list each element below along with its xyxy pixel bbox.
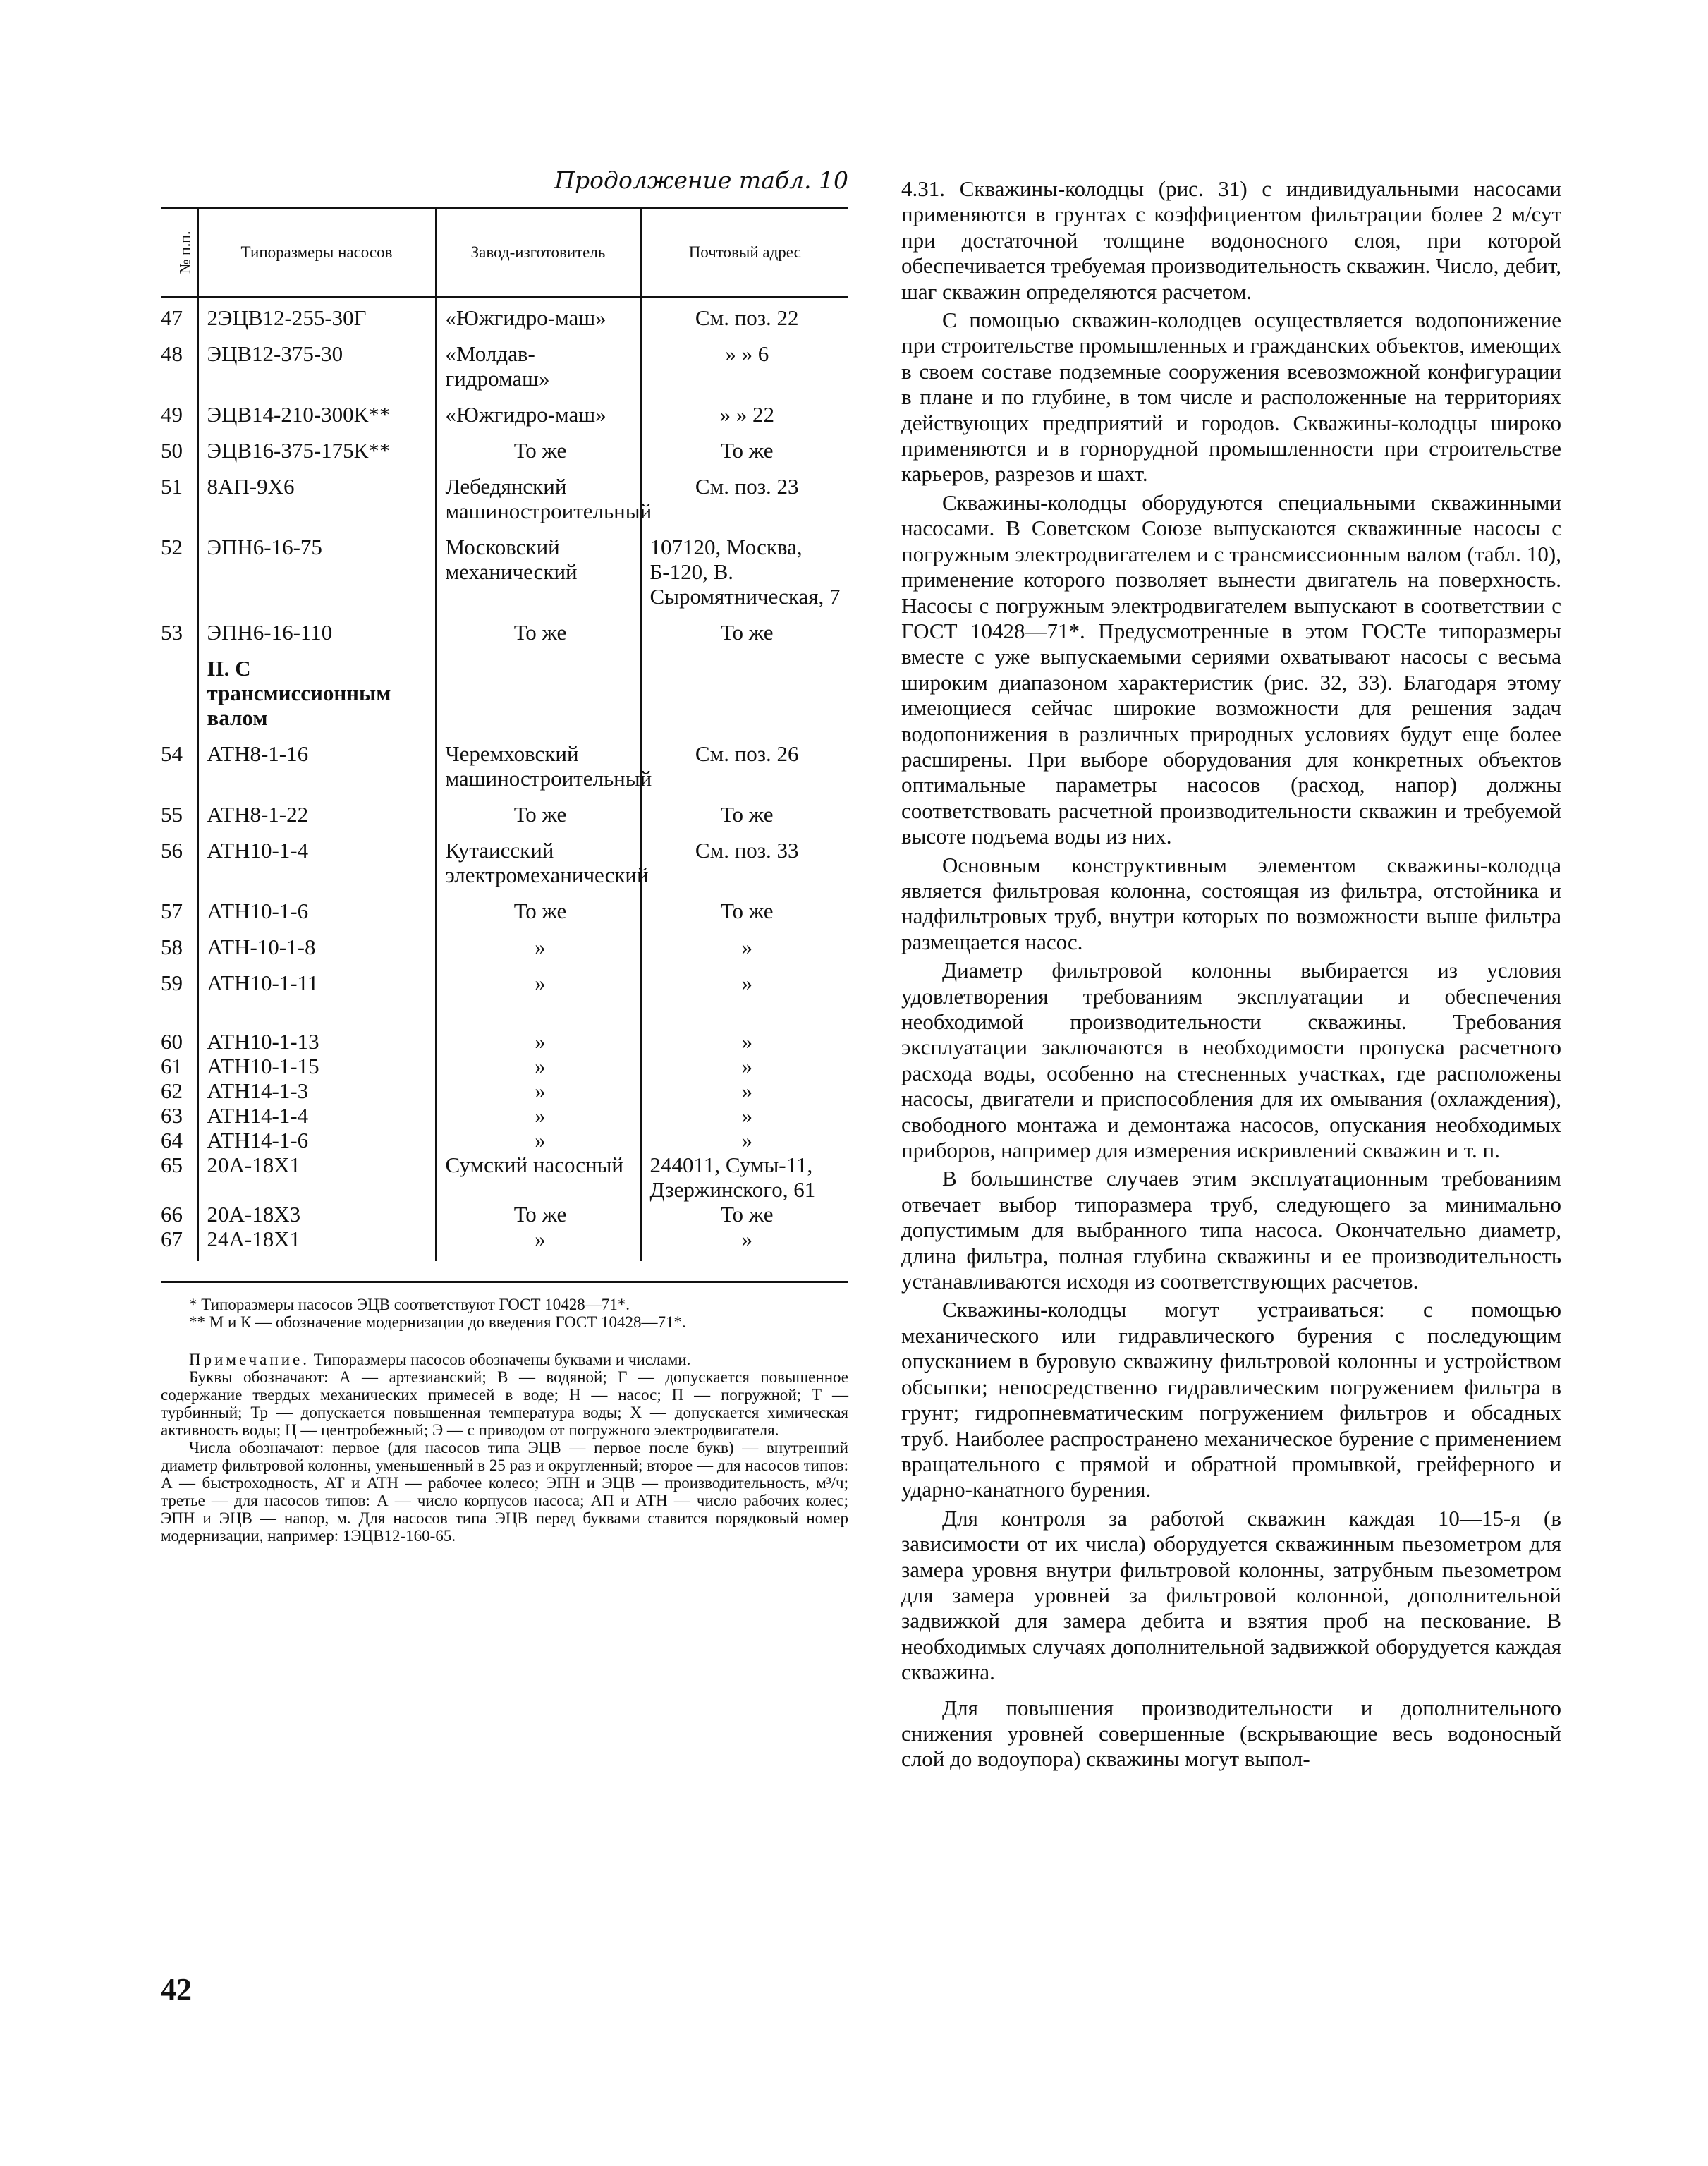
row-factory: «Южгидро-маш»: [436, 298, 640, 335]
row-type: 20А-18Х3: [197, 1202, 436, 1227]
header-address: Почтовый адрес: [640, 208, 848, 298]
row-address: »: [640, 1103, 848, 1128]
row-num: 64: [161, 1128, 183, 1152]
table-row: [161, 1054, 848, 1078]
row-factory: Черемховский машиностроительный: [436, 734, 640, 795]
table-row: [161, 1078, 848, 1103]
row-address: »: [640, 1128, 848, 1152]
table-row: [161, 795, 848, 831]
row-address: 244011, Сумы-11, Дзержинского, 61: [640, 1152, 848, 1202]
row-num: 49: [161, 402, 183, 427]
row-type: АТН10-1-13: [197, 1029, 436, 1054]
row-address: См. поз. 33: [640, 831, 848, 892]
row-address: То же: [640, 1202, 848, 1227]
row-factory: »: [436, 1029, 640, 1054]
table-row: [161, 613, 848, 649]
row-factory: »: [436, 927, 640, 963]
body-paragraph: В большинстве случаев этим эксплуатационным требованиям отвечает выбор типоразмера труб, следующего за минимально допустимым для выбранного типа насоса. Окончательно диаметр, длина фильтра, полная глубина скважины и ее производительность устанавливаются исходя из соответствующих расчетов.: [901, 1166, 1561, 1294]
row-factory: »: [436, 963, 640, 1029]
row-num: 65: [161, 1152, 183, 1177]
note-intro: Типоразмеры насосов обозначены буквами и числами.: [309, 1351, 691, 1368]
header-num: № п.п.: [161, 208, 197, 298]
row-type: АТН-10-1-8: [197, 927, 436, 963]
row-num: 58: [161, 935, 183, 959]
row-address: » » 22: [640, 395, 848, 431]
row-num: 62: [161, 1078, 183, 1103]
row-factory: То же: [436, 892, 640, 927]
row-type: АТН10-1-11: [197, 963, 436, 1029]
row-address: То же: [640, 892, 848, 927]
row-num: 67: [161, 1227, 183, 1251]
row-address: То же: [640, 613, 848, 649]
row-type: АТН14-1-6: [197, 1128, 436, 1152]
row-address: »: [640, 1029, 848, 1054]
row-address: 107120, Москва, Б-120, В. Сыромятническая, 7: [640, 528, 848, 613]
row-factory: Московский механический: [436, 528, 640, 613]
row-type: 20А-18Х1: [197, 1152, 436, 1202]
table-row: [161, 892, 848, 927]
row-address: » » 6: [640, 334, 848, 395]
note-intro-paragraph: [161, 1351, 848, 1368]
row-type: ЭЦВ14-210-300К**: [197, 395, 436, 431]
row-factory: То же: [436, 795, 640, 831]
row-num: 59: [161, 971, 183, 995]
footnote-2: ** М и К — обозначение модернизации до введения ГОСТ 10428—71*.: [189, 1313, 686, 1331]
row-factory: »: [436, 1054, 640, 1078]
table-header-row: [161, 208, 848, 298]
body-paragraph: Для повышения производительности и дополнительного снижения уровней совершенные (вскрывающие весь водоносный слой до водоупора) скважины могут выпол-: [901, 1695, 1561, 1772]
row-factory: «Южгидро-маш»: [436, 395, 640, 431]
row-factory: Кутаисский электромеханический: [436, 831, 640, 892]
row-factory: То же: [436, 431, 640, 467]
row-num: 56: [161, 838, 183, 863]
table-row: [161, 528, 848, 613]
table-row: [161, 395, 848, 431]
footnote-1: * Типоразмеры насосов ЭЦВ соответствуют ГОСТ 10428—71*.: [189, 1296, 630, 1313]
row-factory: »: [436, 1227, 640, 1261]
row-type: АТН10-1-6: [197, 892, 436, 927]
table-row: [161, 431, 848, 467]
table-row: [161, 467, 848, 528]
row-address: »: [640, 963, 848, 1029]
body-paragraph: Диаметр фильтровой колонны выбирается из условия удовлетворения требованиям эксплуатации и обеспечения необходимой производительности скважины. Требования эксплуатации заключаются в необходимости пропуска расчетного расхода воды, особенно на стесненных участках, где расположены насосы, двигатели и приспособления для их омывания (охлаждения), свободного монтажа и демонтажа насосов, опускания необходимых приборов, например для измерения искривлений скважин и т. п.: [901, 958, 1561, 1163]
body-paragraph: Скважины-колодцы оборудуются специальными скважинными насосами. В Советском Союзе выпускаются скважинные насосы с погружным электродвигателем и с трансмиссионным валом (табл. 10), применение которого позволяет вынести двигатель на поверхность. Насосы с погружным электродвигателем выпускают в соответствии с ГОСТ 10428—71*. Предусмотренные в этом ГОСТе типоразмеры вместе с уже выпускаемыми сериями охватывают насосы с весьма широким диапазоном характеристик (рис. 32, 33). Благодаря этому имеющиеся сейчас широкие возможности для решения задач водопонижения в различных природных условиях будут еще более расширены. При выборе оборудования для конкретных объектов оптимальные параметры насосов (расход, напор) должны соответствовать расчетной производительности скважин и требуемой высоте подъема воды из них.: [901, 489, 1561, 849]
row-type: АТН10-1-4: [197, 831, 436, 892]
row-address: »: [640, 927, 848, 963]
row-type: 2ЭЦВ12-255-30Г: [197, 298, 436, 335]
row-type: 24А-18Х1: [197, 1227, 436, 1261]
body-paragraph: С помощью скважин-колодцев осуществляется водопонижение при строительстве промышленных и гражданских объектов, имеющих в своем составе подземные сооружения всевозможной конфигурации в плане и по глубине, в том числе и расположенные на территориях действующих предприятий и городов. Скважины-колодцы широко применяются и в горнорудной промышленности при строительстве карьеров, разрезов и шахт.: [901, 308, 1561, 487]
note-letters: Буквы обозначают: А — артезианский; В — водяной; Г — допускается повышенное содержание твердых механических примесей в воде; Н — насос; П — погружной; Т — турбинный; Тр — допускается повышенная температура воды; Х — допускается химическая активность воды; Ц — центробежный; Э — с приводом от погружного электродвигателя.: [161, 1368, 848, 1439]
row-num: 51: [161, 474, 183, 499]
body-paragraph: Основным конструктивным элементом скважины-колодца является фильтровая колонна, состоящая из фильтра, отстойника и надфильтровых труб, внутри которых по возможности выше фильтра размещается насос.: [901, 852, 1561, 954]
row-factory: То же: [436, 1202, 640, 1227]
body-paragraph: Скважины-колодцы могут устраиваться: с помощью механического или гидравлического бурения с последующим опусканием в буровую скважину фильтровой колонны и устройством обсыпки; непосредственно гидравлическим погружением фильтра в грунт; гидропневматическим погружением фильтров и обсадных труб. Наиболее распространено механическое бурение с применением вращательного с прямой и обратной промывкой, грейферного и ударно-канатного бурения.: [901, 1297, 1561, 1502]
header-factory: Завод-изготовитель: [436, 208, 640, 298]
row-num: 48: [161, 341, 183, 366]
table-row: [161, 298, 848, 335]
row-address: »: [640, 1078, 848, 1103]
table-row: [161, 927, 848, 963]
header-types: Типоразмеры насосов: [197, 208, 436, 298]
row-num: 50: [161, 438, 183, 463]
row-type: АТН10-1-15: [197, 1054, 436, 1078]
row-num: 55: [161, 802, 183, 827]
row-num: 63: [161, 1103, 183, 1128]
table-body: [161, 298, 848, 1262]
row-address: См. поз. 26: [640, 734, 848, 795]
row-factory: То же: [436, 613, 640, 649]
row-type: АТН8-1-22: [197, 795, 436, 831]
row-type: АТН8-1-16: [197, 734, 436, 795]
row-factory: Сумский насосный: [436, 1152, 640, 1202]
table-row: [161, 334, 848, 395]
footnotes: [161, 1296, 848, 1545]
right-column: [901, 176, 1561, 1772]
table-row: [161, 1227, 848, 1261]
left-column: [161, 166, 848, 1545]
row-num: 53: [161, 620, 183, 645]
body-paragraph: Для контроля за работой скважин каждая 10—15-я (в зависимости от их числа) оборудуется скважинным пьезометром для замера уровня внутри фильтровой колонны, затрубным пьезометром для замера уровней за фильтровой колонной, дополнительной задвижкой для замера дебита и взятия проб на пескование. В необходимых случаях дополнительной задвижкой оборудуется каждая скважина.: [901, 1505, 1561, 1685]
table-row: [161, 1202, 848, 1227]
row-factory: »: [436, 1128, 640, 1152]
table-section-row: [161, 649, 848, 734]
table-row: [161, 1029, 848, 1054]
row-factory: «Молдав-гидромаш»: [436, 334, 640, 395]
row-type: АТН14-1-3: [197, 1078, 436, 1103]
row-address: »: [640, 1227, 848, 1261]
table-row: [161, 831, 848, 892]
row-address: [640, 649, 848, 734]
row-factory: »: [436, 1103, 640, 1128]
table-row: [161, 734, 848, 795]
row-address: То же: [640, 431, 848, 467]
row-type: ЭЦВ12-375-30: [197, 334, 436, 395]
pump-table: [161, 207, 848, 1261]
row-address: То же: [640, 795, 848, 831]
table-bottom-rule: [161, 1281, 848, 1283]
row-num: 47: [161, 305, 183, 330]
row-num: [161, 649, 197, 734]
note-numbers: Числа обозначают: первое (для насосов типа ЭЦВ — первое после букв) — внутренний диаметр фильтровой колонны, уменьшенный в 25 раз и округленный; второе — для насосов типов: А — быстроходность, АТ и АТН — рабочее колесо; ЭПН и ЭЦВ — производительность, м³/ч; третье — для насосов типов: А — число корпусов насоса; АП и АТН — число рабочих колес; ЭПН и ЭЦВ — напор, м. Для насосов типа ЭЦВ перед буквами ставится порядковый номер модернизации, например: 1ЭЦВ12-160-65.: [161, 1439, 848, 1545]
row-num: 61: [161, 1054, 183, 1078]
row-type: ЭЦВ16-375-175К**: [197, 431, 436, 467]
row-num: 60: [161, 1029, 183, 1054]
row-num: 57: [161, 899, 183, 923]
row-factory: »: [436, 1078, 640, 1103]
page-number: 42: [161, 1972, 192, 2007]
row-address: »: [640, 1054, 848, 1078]
row-type: II. С трансмиссионным валом: [197, 649, 436, 734]
row-num: 52: [161, 535, 183, 559]
row-type: АТН14-1-4: [197, 1103, 436, 1128]
row-num: 54: [161, 741, 183, 766]
table-row: [161, 1152, 848, 1202]
row-address: См. поз. 22: [640, 298, 848, 335]
row-factory: [436, 649, 640, 734]
body-paragraph: 4.31. Скважины-колодцы (рис. 31) с индивидуальными насосами применяются в грунтах с коэффициентом фильтрации более 2 м/сут при достаточной толщине водоносного слоя, при которой обеспечивается требуемая производительность скважин. Число, дебит, шаг скважин определяются расчетом.: [901, 176, 1561, 304]
table-row: [161, 963, 848, 1029]
row-address: См. поз. 23: [640, 467, 848, 528]
row-type: ЭПН6-16-110: [197, 613, 436, 649]
note-label: Примечание.: [189, 1351, 310, 1368]
row-type: 8АП-9Х6: [197, 467, 436, 528]
row-factory: Лебедянский машиностроительный: [436, 467, 640, 528]
row-num: 66: [161, 1202, 183, 1227]
row-type: ЭПН6-16-75: [197, 528, 436, 613]
table-row: [161, 1128, 848, 1152]
table-continuation-caption: Продолжение табл. 10: [554, 166, 848, 194]
table-row: [161, 1103, 848, 1128]
